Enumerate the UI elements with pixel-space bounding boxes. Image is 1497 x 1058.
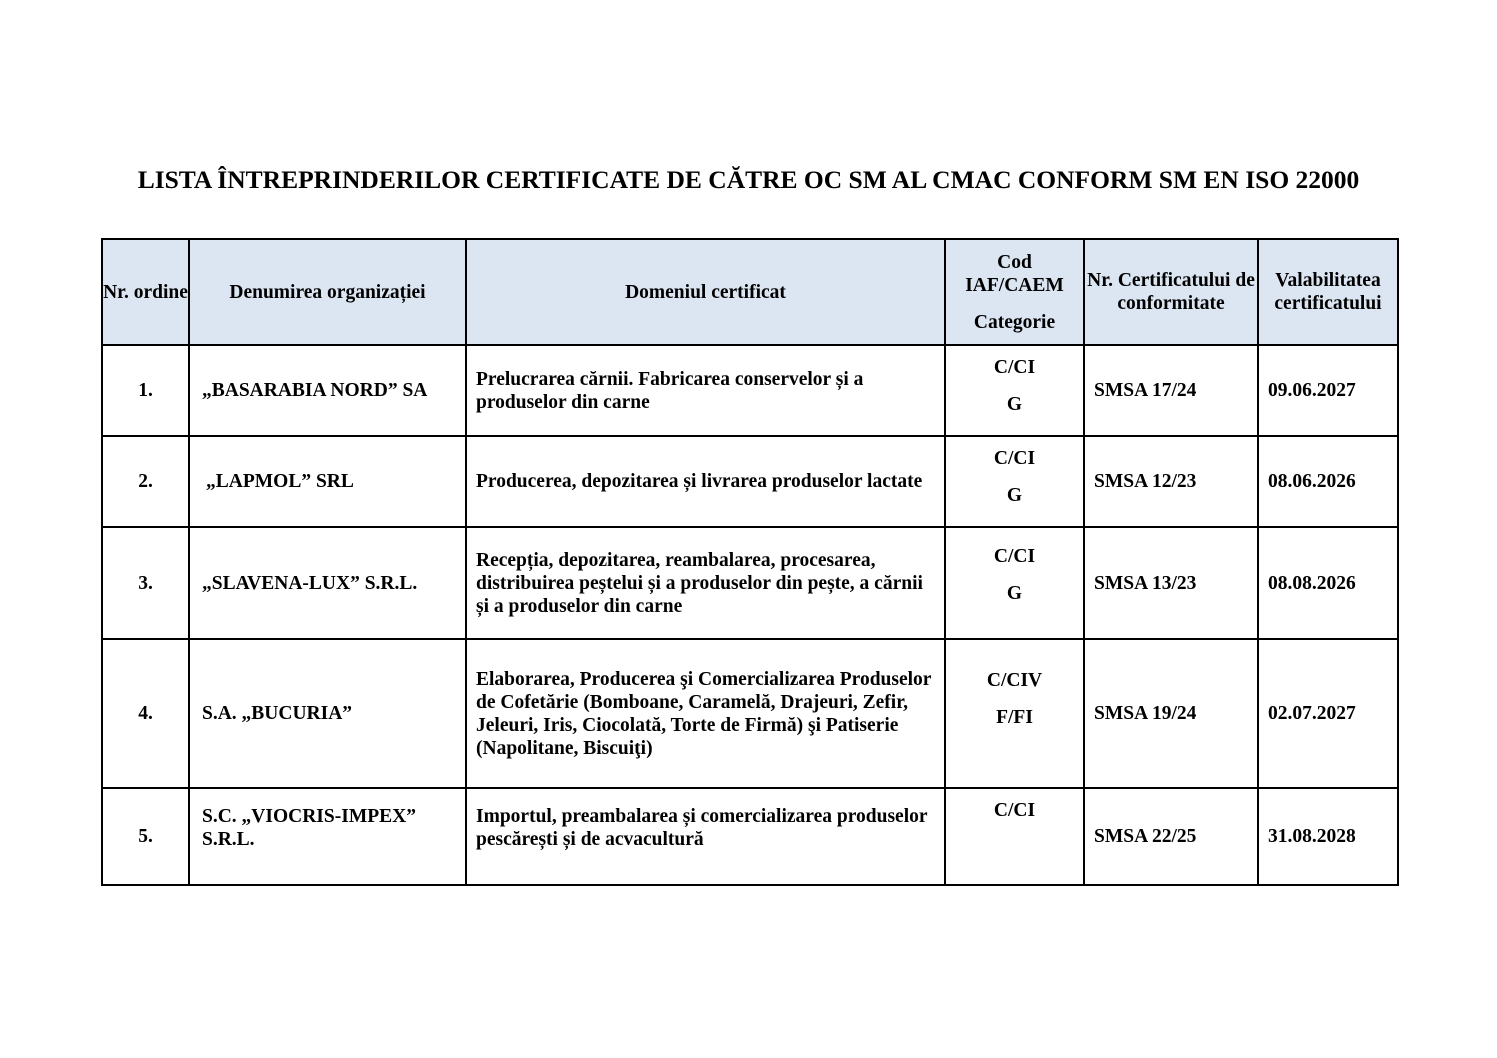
order-number-cell: 1. [102,345,189,436]
header-certificate-validity: Valabilitatea certificatului [1258,239,1398,345]
certificate-number-cell: SMSA 22/25 [1084,788,1258,885]
organization-name-cell: „LAPMOL” SRL [189,436,466,527]
iaf-caem-code: C/CI [993,546,1036,567]
category-code: G [1006,485,1023,506]
validity-date-cell: 08.08.2026 [1258,527,1398,639]
certificate-number-cell: SMSA 19/24 [1084,639,1258,788]
certified-domain-cell: Importul, preambalarea și comercializarea produselor pescărești și de acvacultură [466,788,945,885]
header-order-number: Nr. ordine [102,239,189,345]
header-certificate-number: Nr. Certificatului de conformitate [1084,239,1258,345]
document-title: LISTA ÎNTREPRINDERILOR CERTIFICATE DE CĂTRE OC SM AL CMAC CONFORM SM EN ISO 22000 [137,165,1360,194]
header-code-label: Cod [997,251,1032,273]
organization-name-cell: „BASARABIA NORD” SA [189,345,466,436]
validity-date-cell: 02.07.2027 [1258,639,1398,788]
validity-date-cell: 08.06.2026 [1258,436,1398,527]
order-number-cell: 2. [102,436,189,527]
code-category-cell [945,788,1084,885]
header-category-label: Categorie [973,311,1056,333]
iaf-caem-code: C/CI [993,357,1036,378]
header-organization-name: Denumirea organizației [189,239,466,345]
organization-name-cell: „SLAVENA-LUX” S.R.L. [189,527,466,639]
category-code: G [1006,583,1023,604]
table-row [102,436,1398,527]
code-category-cell [945,639,1084,788]
table-row [102,527,1398,639]
iaf-caem-code: C/CI [993,448,1036,469]
organization-name-cell: S.A. „BUCURIA” [189,639,466,788]
certified-domain-cell: Prelucrarea cărnii. Fabricarea conservelor și a produselor din carne [466,345,945,436]
iaf-caem-code: C/CI [993,800,1036,821]
category-code: G [1006,394,1023,415]
order-number-cell: 3. [102,527,189,639]
order-number-cell: 5. [102,788,189,885]
certified-domain-cell: Recepția, depozitarea, reambalarea, procesarea, distribuirea peștelui și a produselor din pește, a cărnii și a produselor din carne [466,527,945,639]
iaf-caem-code: C/CIV [986,670,1043,691]
header-code-category [945,239,1084,345]
order-number-cell: 4. [102,639,189,788]
certified-companies-table [101,238,1399,886]
certificate-number-cell: SMSA 13/23 [1084,527,1258,639]
header-certified-domain: Domeniul certificat [466,239,945,345]
category-code: F/FI [996,707,1033,728]
certificate-number-cell: SMSA 17/24 [1084,345,1258,436]
table-row [102,788,1398,885]
table-header-row [102,239,1398,345]
certificate-number-cell: SMSA 12/23 [1084,436,1258,527]
validity-date-cell: 09.06.2027 [1258,345,1398,436]
certified-domain-cell: Producerea, depozitarea și livrarea produselor lactate [466,436,945,527]
validity-date-cell: 31.08.2028 [1258,788,1398,885]
table-row [102,345,1398,436]
code-category-cell [945,527,1084,639]
organization-name-cell: S.C. „VIOCRIS-IMPEX” S.R.L. [189,788,466,885]
table-row [102,639,1398,788]
code-category-cell [945,345,1084,436]
header-iaf-caem-label: IAF/CAEM [965,274,1064,296]
certified-domain-cell: Elaborarea, Producerea şi Comercializarea Produselor de Cofetărie (Bomboane, Caramelă, Drajeuri, Zefir, Jeleuri, Iris, Ciocolată, Torte de Firmă) şi Patiserie (Napolitane, Biscuiţi) [466,639,945,788]
code-category-cell [945,436,1084,527]
